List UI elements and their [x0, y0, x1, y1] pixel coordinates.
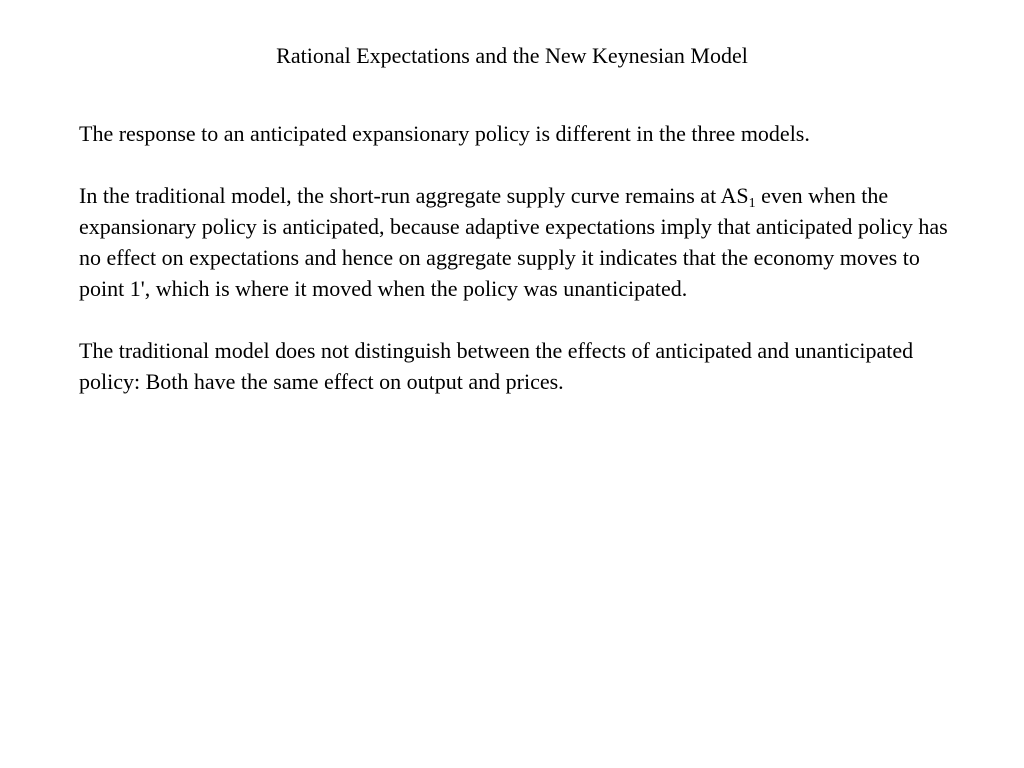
paragraph-anticipated-response: The response to an anticipated expansionary policy is different in the three models.: [79, 121, 810, 146]
paragraph-no-distinction: The traditional model does not distinguish between the effects of anticipated and unanticipated policy: Both have the same effect on output and prices.: [79, 338, 914, 394]
paragraph-traditional-model-text-end: even when the expansionary policy is anticipated, because adaptive expectations imply that anticipated policy has no effect on expectations and hence on aggregate supply it indicates that the economy moves to point 1', which is where it moved when the policy was unanticipated.: [79, 183, 948, 301]
slide-body: [79, 118, 959, 428]
paragraph-traditional-model: [79, 180, 959, 304]
slide-title: Rational Expectations and the New Keynesian Model: [276, 43, 748, 68]
as-subscript: 1: [748, 196, 756, 211]
paragraph-traditional-model-text-start: In the traditional model, the short-run aggregate supply curve remains at AS: [79, 183, 749, 208]
